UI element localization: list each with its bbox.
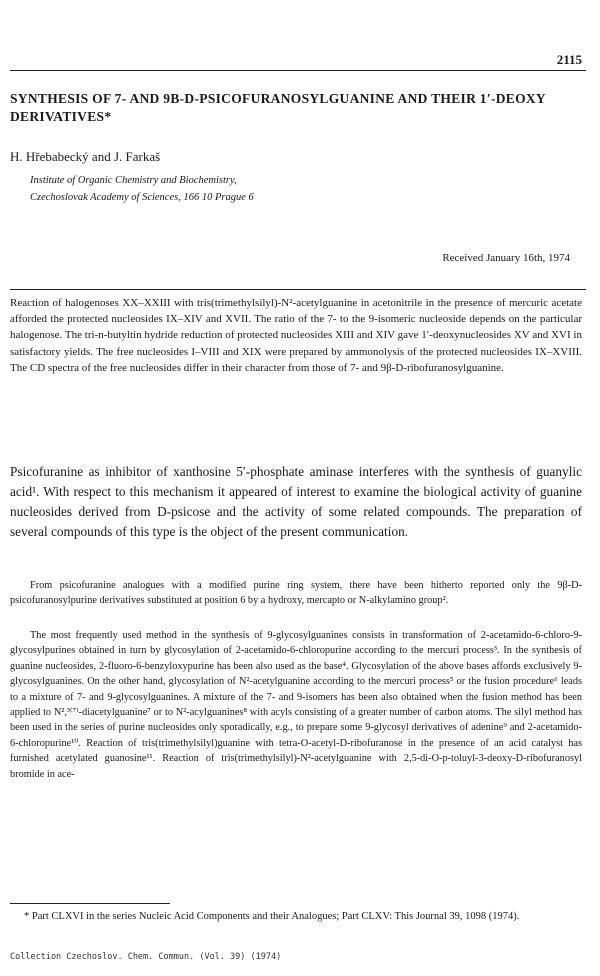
header-rule (10, 70, 586, 71)
footnote: * Part CLXVI in the series Nucleic Acid Components and their Analogues; Part CLXV: This Journal 39, 1098 (1974). (24, 911, 520, 922)
body-paragraph-2: The most frequently used method in the synthesis of 9-glycosylguanines consists in transformation of 2-acetamido-6-chloro-9-glycosylpurines obtained in turn by glycosylation of 2-acetamido-6-chloropurine according to the mercuri process³. In the synthesis of guanine nucleosides, 2-fluoro-6-benzyloxypurine has been also used as the base⁴. Glycosylation of the above bases affords exclusively 9-glycosylguanines. On the other hand, glycosylation of N²-acetylguanine according to the mercuri process⁵ or the fusion procedure⁶ leads to a mixture of 7- and 9-glycosylguanines. A mixture of the 7- and 9-isomers has been also obtained when the fusion method has been applied to N²,³⁽⁷⁾-diacetylguanine⁷ or to N²-acylguanines⁸ with acyls consisting of a greater number of carbon atoms. The silyl method has been used in the series of purine nucleosides only sporadically, e.g., to prepare some 9-glycosyl derivatives of adenine⁹ and 2-acetamido-6-chloropurine¹⁰. Reaction of tris(trimethylsilyl)guanine with tetra-O-acetyl-D-ribofuranose in the presence of an acid catalyst has furnished acetylated guanosine¹¹. Reaction of tris(trimethylsilyl)-N²-acetylguanine with 2,5-di-O-p-toluyl-3-deoxy-D-ribofuranosyl bromide in ace- (10, 630, 582, 780)
journal-citation: Collection Czechoslov. Chem. Commun. (Vol. 39) (1974) (10, 952, 282, 962)
abstract-rule (10, 289, 586, 290)
article-title: SYNTHESIS OF 7- AND 9Β-D-PSICOFURANOSYLGUANINE AND THEIR 1′-DEOXY DERIVATIVES* (10, 91, 546, 124)
lead-paragraph: Psicofuranine as inhibitor of xanthosine 5′-phosphate aminase interferes with the synthesis of guanylic acid¹. With respect to this mechanism it appeared of interest to examine the biological activity of guanine nucleosides derived from D-psicose and the activity of some related compounds. The preparation of several compounds of this type is the object of the present communication. (10, 464, 582, 539)
received-date: Received January 16th, 1974 (442, 252, 570, 264)
affiliation-institute: Institute of Organic Chemistry and Biochemistry, (30, 175, 237, 186)
page-number: 2115 (556, 52, 582, 67)
footnote-rule (10, 903, 170, 904)
authors: H. Hřebabecký and J. Farkaš (10, 149, 161, 164)
abstract: Reaction of halogenoses XX–XXIII with tris(trimethylsilyl)-N²-acetylguanine in acetonitrile in the presence of mercuric acetate afforded the protected nucleosides IX–XIV and XVII. The ratio of the 7- to the 9-isomeric nucleoside depends on the particular halogenose. The tri-n-butyltin hydride reduction of protected nucleosides XIII and XIV gave 1′-deoxynucleosides XV and XVI in satisfactory yields. The free nucleosides I–VIII and XIX were prepared by ammonolysis of the protected nucleosides IX–XVIII. The CD spectra of the free nucleosides differ in their character from those of 7- and 9β-D-ribofuranosylguanine. (10, 297, 582, 374)
body-paragraph-1: From psicofuranine analogues with a modified purine ring system, there have been hitherto reported only the 9β-D-psicofuranosylpurine derivatives substituted at position 6 by a hydroxy, mercapto or N-alkylamino group². (10, 580, 582, 607)
affiliation (30, 172, 254, 206)
affiliation-address: Czechoslovak Academy of Sciences, 166 10 Prague 6 (30, 192, 254, 203)
